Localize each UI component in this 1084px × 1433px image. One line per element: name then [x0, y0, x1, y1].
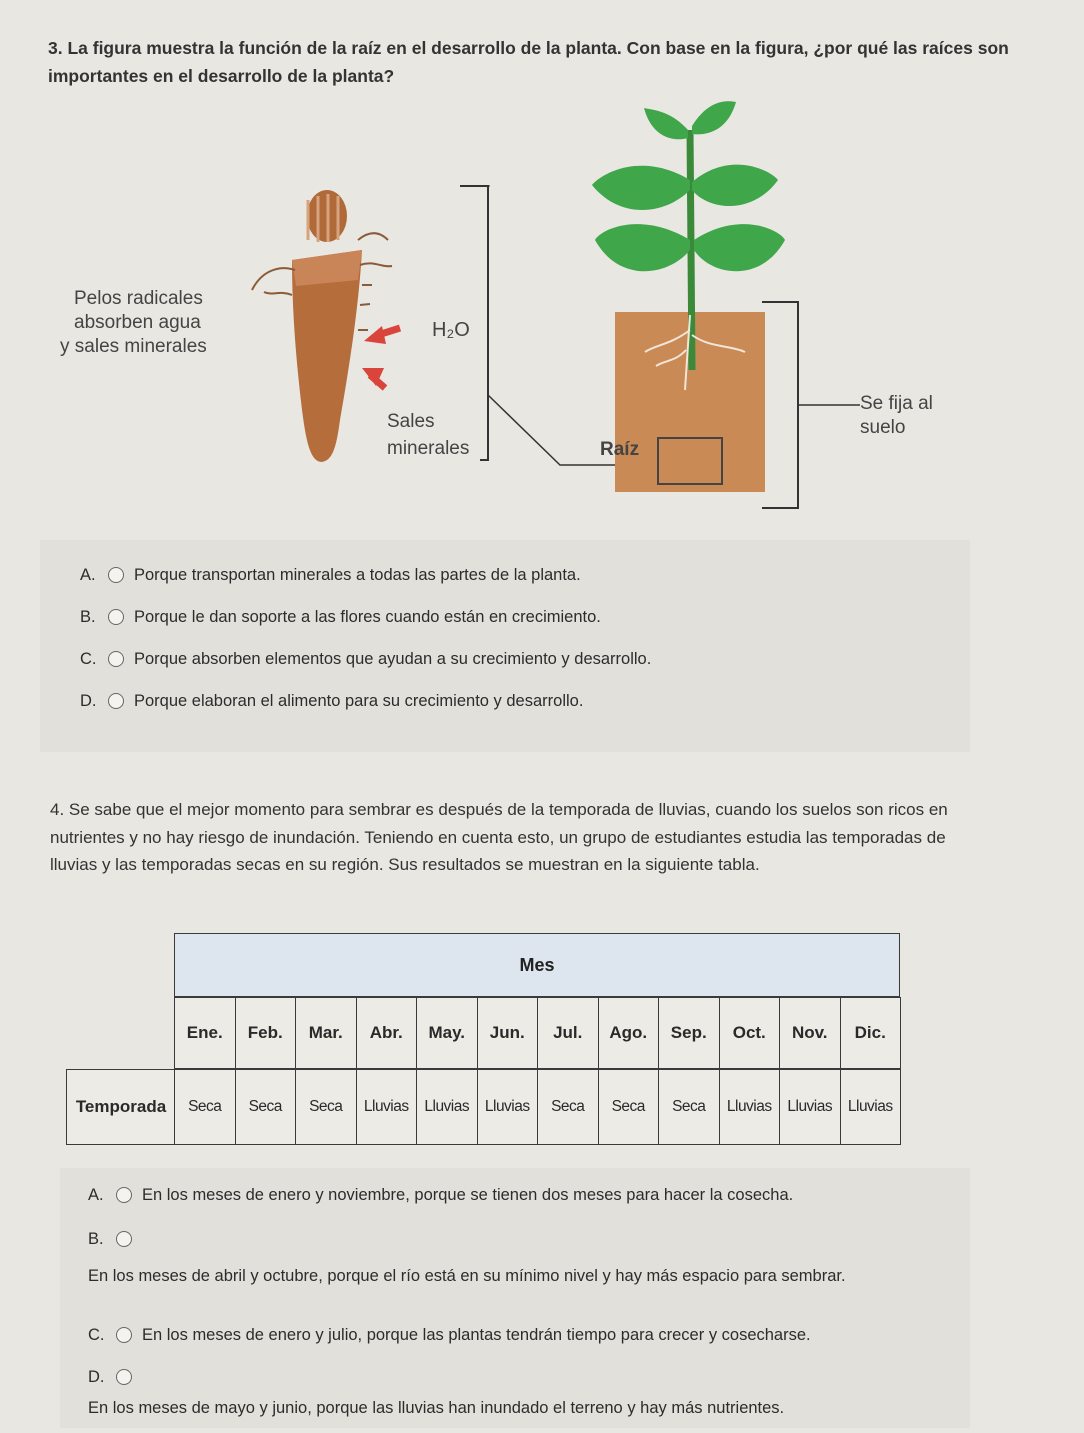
month-header-cell: Ene. — [174, 997, 236, 1069]
option-4a[interactable] — [88, 1186, 793, 1205]
option-letter: C. — [80, 650, 97, 668]
month-header-cell: Feb. — [235, 997, 297, 1069]
root-hairs-label-line1: Pelos radicales — [74, 288, 203, 309]
month-header-cell: Oct. — [719, 997, 781, 1069]
season-cell: Seca — [295, 1069, 357, 1145]
season-cell: Lluvias — [840, 1069, 902, 1145]
radio-button[interactable] — [108, 567, 124, 583]
season-cell: Lluvias — [416, 1069, 478, 1145]
month-header-cell: Ago. — [598, 997, 660, 1069]
root-function-diagram — [40, 90, 970, 520]
month-header-cell: Sep. — [658, 997, 720, 1069]
h2o-label: H₂O — [432, 319, 470, 341]
option-4d[interactable] — [88, 1368, 948, 1418]
season-cell: Lluvias — [477, 1069, 539, 1145]
option-3d[interactable] — [80, 692, 583, 711]
season-cell: Seca — [537, 1069, 599, 1145]
root-closeup-illustration — [252, 190, 400, 462]
option-text: En los meses de mayo y junio, porque las lluvias han inundado el terreno y hay más nutrientes. — [88, 1399, 785, 1417]
option-letter: A. — [88, 1186, 104, 1204]
option-3b[interactable] — [80, 608, 601, 627]
plant-illustration — [488, 101, 860, 508]
radio-button[interactable] — [116, 1187, 132, 1203]
anchors-soil-label-line1: Se fija al — [860, 393, 933, 414]
season-cell: Lluvias — [356, 1069, 418, 1145]
season-cell: Seca — [174, 1069, 236, 1145]
root-label: Raíz — [600, 439, 640, 460]
option-letter: D. — [80, 692, 97, 710]
season-cell: Seca — [235, 1069, 297, 1145]
seasons-table — [66, 933, 900, 1145]
option-text: En los meses de enero y noviembre, porque se tienen dos meses para hacer la cosecha. — [142, 1186, 794, 1204]
question-4-text: 4. Se sabe que el mejor momento para sembrar es después de la temporada de lluvias, cuando los suelos son ricos en nutrientes y no hay riesgo de inundación. Teniendo en cuenta esto, un grupo de estudiantes estudia las temporadas de lluvias y las temporadas secas en su región. Sus resultados se muestran en la siguiente tabla. — [50, 800, 948, 874]
option-text: Porque transportan minerales a todas las partes de la planta. — [134, 566, 581, 584]
question-3-text: 3. La figura muestra la función de la raíz en el desarrollo de la planta. Con base en la figura, ¿por qué las raíces son importantes en el desarrollo de la planta? — [48, 38, 1009, 86]
table-row-label: Temporada — [66, 1069, 176, 1145]
month-header-cell: Jun. — [477, 997, 539, 1069]
radio-button[interactable] — [116, 1231, 132, 1247]
month-header-cell: Abr. — [356, 997, 418, 1069]
mineral-salts-label-line2: minerales — [387, 438, 470, 459]
root-hairs-label-line3: y sales minerales — [60, 336, 207, 357]
month-header-cell: Dic. — [840, 997, 902, 1069]
mineral-salts-label-line1: Sales — [387, 411, 435, 432]
month-header-cell: Nov. — [779, 997, 841, 1069]
question-3-options — [40, 540, 970, 752]
option-text: Porque elaboran el alimento para su crecimiento y desarrollo. — [134, 692, 584, 710]
radio-button[interactable] — [108, 651, 124, 667]
radio-button[interactable] — [108, 609, 124, 625]
question-4-options — [60, 1168, 970, 1428]
table-header-mes: Mes — [174, 933, 900, 997]
anchors-soil-label-line2: suelo — [860, 417, 906, 438]
season-cell: Lluvias — [779, 1069, 841, 1145]
option-letter: D. — [88, 1368, 105, 1386]
option-letter: B. — [88, 1230, 104, 1248]
option-3c[interactable] — [80, 650, 651, 669]
option-4b[interactable] — [88, 1230, 948, 1289]
radio-button[interactable] — [116, 1327, 132, 1343]
month-header-cell: Jul. — [537, 997, 599, 1069]
season-cell: Seca — [658, 1069, 720, 1145]
root-hairs-label-line2: absorben agua — [74, 312, 201, 333]
option-4c[interactable] — [88, 1326, 811, 1345]
option-letter: A. — [80, 566, 96, 584]
option-text: Porque absorben elementos que ayudan a su crecimiento y desarrollo. — [134, 650, 652, 668]
month-header-cell: Mar. — [295, 997, 357, 1069]
option-3a[interactable] — [80, 566, 581, 585]
month-header-cell: May. — [416, 997, 478, 1069]
option-text: En los meses de enero y julio, porque las plantas tendrán tiempo para crecer y cosecharse. — [142, 1326, 811, 1344]
season-cell: Lluvias — [719, 1069, 781, 1145]
option-text: Porque le dan soporte a las flores cuando están en crecimiento. — [134, 608, 601, 626]
radio-button[interactable] — [108, 693, 124, 709]
option-text: En los meses de abril y octubre, porque el río está en su mínimo nivel y hay más espacio para sembrar. — [88, 1267, 846, 1285]
radio-button[interactable] — [116, 1369, 132, 1385]
option-letter: B. — [80, 608, 96, 626]
season-cell: Seca — [598, 1069, 660, 1145]
option-letter: C. — [88, 1326, 105, 1344]
